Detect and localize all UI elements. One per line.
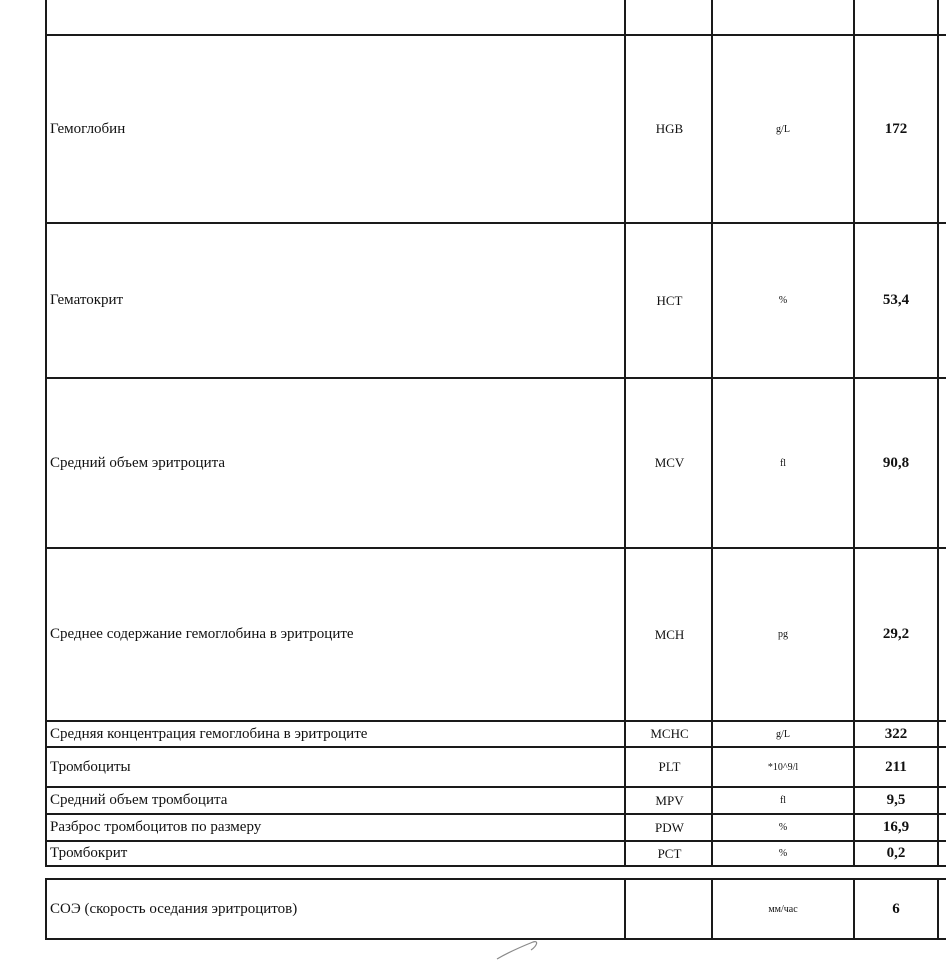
test-value: 322 [884,725,908,742]
test-name: Средний объем тромбоцита [50,792,228,808]
test-unit: % [778,295,788,306]
test-code: MCV [654,455,685,470]
test-value: 53,4 [882,292,910,308]
test-value: 29,2 [882,626,910,642]
test-unit: g/L [776,123,790,135]
test-unit: pg [778,629,788,640]
test-name: СОЭ (скорость оседания эритроцитов) [50,900,298,917]
test-code: MCH [654,626,685,642]
test-value: 6 [892,900,900,917]
test-name: Гематокрит [50,292,124,308]
test-code: MPV [655,792,684,808]
test-code: PLT [658,759,681,774]
test-value: 90,8 [882,454,910,471]
table-rule [937,878,939,940]
test-code: MCHC [650,726,689,741]
test-name: Тромбоциты [50,758,131,775]
test-value: 9,5 [886,792,906,808]
test-code: HGB [655,121,684,136]
test-value: 211 [885,758,907,775]
test-name: Гемоглобин [50,120,126,137]
table-rule [624,0,626,867]
table-rule [45,865,946,867]
test-value: 16,9 [882,819,910,835]
test-unit: fl [779,795,787,806]
test-name: Средняя концентрация гемоглобина в эритроците [50,725,368,742]
table-rule [937,0,939,867]
test-code: PDW [655,819,684,835]
table-rule [624,878,626,940]
test-unit: *10^9/l [767,761,799,773]
test-unit: мм/час [768,903,798,915]
test-name: Тромбокрит [50,845,128,861]
test-code: PCT [657,845,682,861]
test-unit: g/L [776,728,790,740]
test-code [627,880,712,938]
signature-stroke [495,938,555,960]
test-code: HCT [656,292,683,308]
test-name: Разброс тромбоцитов по размеру [50,819,262,835]
test-unit: % [778,848,788,859]
table-rule [45,878,47,940]
table-rule [45,0,47,867]
test-unit: fl [779,457,787,469]
test-name: Среднее содержание гемоглобина в эритроците [50,626,354,642]
test-unit: % [778,822,788,833]
test-name: Средний объем эритроцита [50,454,225,471]
test-value: 0,2 [886,845,906,861]
test-value: 172 [884,120,908,137]
